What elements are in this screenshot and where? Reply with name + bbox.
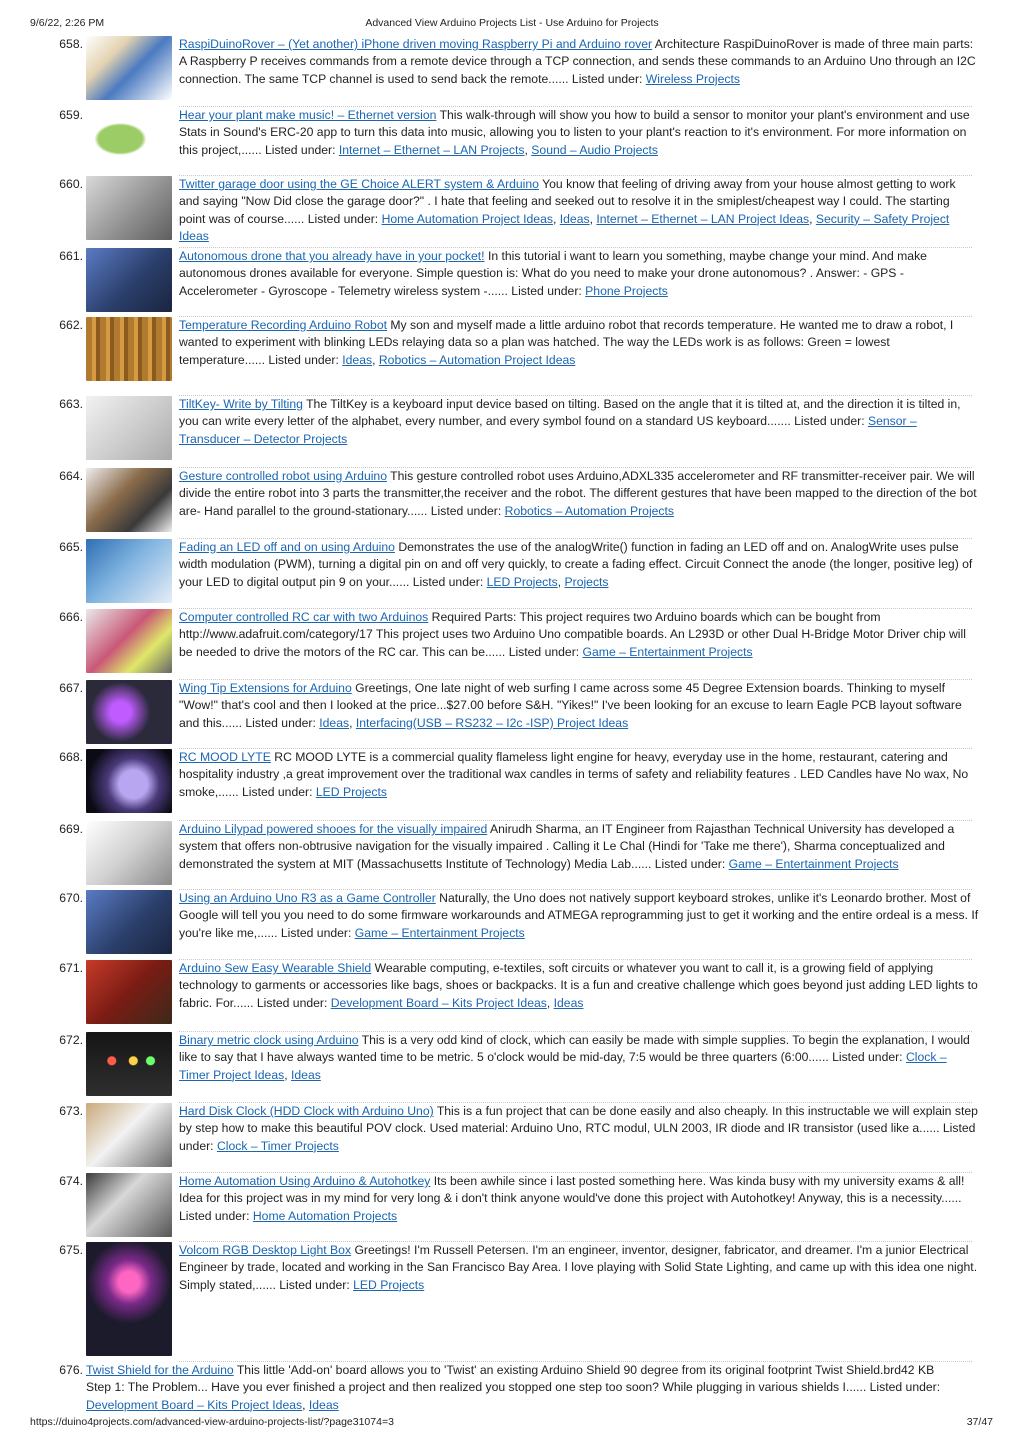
list-item: [0, 749, 1024, 821]
category-link[interactable]: Robotics – Automation Project Ideas: [378, 352, 576, 367]
list-item: [0, 107, 1024, 176]
project-description: This little 'Add-on' board allows you to 'Twist' an existing Arduino Shield 90 degree from its original footprint Twist Shield.brd42 KB Step 1: The Problem... Have you ever finished a project and then realized you stopped one step too soon? While plugging in various shields I...... Listed under:: [86, 1363, 941, 1395]
project-description: Anirudh Sharma, an IT Engineer from Rajasthan Technical University has developed a system that offers non-obtrusive navigation for the visually impaired . Calling it Le Chal (Hindi for 'Take me there'), Sharma conceptualized and demonstrated the system at MIT (Massachusetts Institute of Technology) Media Lab...... Listed under:: [179, 822, 955, 871]
list-item: [0, 1032, 1024, 1103]
item-number: 671.: [59, 961, 83, 975]
item-number: 661.: [59, 249, 83, 263]
category-link[interactable]: LED Projects: [315, 784, 387, 799]
item-text: [179, 1032, 979, 1084]
project-thumbnail[interactable]: [86, 468, 172, 532]
project-title-link[interactable]: RC MOOD LYTE: [179, 750, 271, 764]
category-link[interactable]: Internet – Ethernet – LAN Projects: [338, 142, 525, 157]
category-link[interactable]: Sound – Audio Projects: [531, 142, 658, 157]
project-thumbnail[interactable]: [86, 960, 172, 1024]
category-link[interactable]: Home Automation Projects: [252, 1208, 398, 1223]
category-link[interactable]: Sensor – Transducer – Detector Projects: [179, 414, 917, 446]
project-title-link[interactable]: Binary metric clock using Arduino: [179, 1033, 359, 1047]
item-number: 674.: [59, 1174, 83, 1188]
category-separator: ,: [524, 142, 532, 157]
project-thumbnail[interactable]: [86, 1032, 172, 1096]
project-title-link[interactable]: Gesture controlled robot using Arduino: [179, 469, 387, 483]
category-link[interactable]: Game – Entertainment Projects: [582, 644, 753, 659]
item-number: 675.: [59, 1243, 83, 1257]
list-item: [0, 960, 1024, 1032]
item-number: 664.: [59, 469, 83, 483]
project-description: RC MOOD LYTE is a commercial quality flameless light engine for heavy, everyday use in the home, restaurant, catering and hospitality industry ,a great improvement over the traditional wax candles in terms of safety and reliability features . LED Candles have No wax, No smoke,...... Listed under:: [179, 750, 969, 799]
project-list: [0, 36, 1024, 1422]
project-title-link[interactable]: Wing Tip Extensions for Arduino: [179, 681, 352, 695]
category-separator: ,: [349, 715, 356, 730]
project-description: Greetings! I'm Russell Petersen. I'm an engineer, inventor, designer, fabricator, and dreamer. I'm a junior Electrical Engineer by trade, located and working in the San Francisco Bay Area. I love playing with Solid State Lighting, and came up with this idea one night. Simply stated,...... Listed under:: [179, 1243, 978, 1292]
project-thumbnail[interactable]: [86, 539, 172, 603]
category-link[interactable]: Development Board – Kits Project Ideas: [86, 1397, 303, 1412]
item-text: [179, 396, 979, 448]
category-link[interactable]: Clock – Timer Projects: [216, 1138, 339, 1153]
category-link[interactable]: Ideas: [308, 1397, 339, 1412]
project-description: Wearable computing, e-textiles, soft circuits or whatever you want to call it, is a growing field of applying technology to garments or accessories like bags, shoes or backpacks. It is a fun and creative challenge which goes beyond just adding LED lights to fabric. For...... Listed under:: [179, 961, 978, 1010]
item-text: [179, 1173, 979, 1225]
item-number: 670.: [59, 891, 83, 905]
project-title-link[interactable]: Autonomous drone that you already have in your pocket!: [179, 249, 485, 263]
project-title-link[interactable]: Using an Arduino Uno R3 as a Game Controller: [179, 891, 436, 905]
project-title-link[interactable]: Twist Shield for the Arduino: [86, 1363, 234, 1377]
project-description: Naturally, the Uno does not natively support keyboard strokes, unlike it's Leonardo brother. Most of Google will tell you you need to do some firmware workarounds and ATMEGA reprogramming just to get it working and the entire ordeal is a mess. If you're like me,...... Listed under:: [179, 891, 979, 940]
category-link[interactable]: Clock – Timer Project Ideas: [179, 1050, 947, 1082]
category-link[interactable]: Ideas: [291, 1067, 321, 1082]
project-title-link[interactable]: Hear your plant make music! – Ethernet version: [179, 108, 437, 122]
project-description: In this tutorial i want to learn you something, maybe change your mind. And make autonomous drones available for everyone. Simple question is: What do you need to make your drone autonomous? . Answer: - GPS - Accelerometer - Gyroscope - Telemetry wireless system -...... Listed under:: [179, 249, 927, 298]
project-thumbnail[interactable]: [86, 890, 172, 954]
project-thumbnail[interactable]: [86, 248, 172, 312]
project-title-link[interactable]: RaspiDuinoRover – (Yet another) iPhone driven moving Raspberry Pi and Arduino rover: [179, 37, 653, 51]
print-url: https://duino4projects.com/advanced-view-arduino-projects-list/?page31074=3: [30, 1416, 394, 1428]
item-text: [179, 821, 979, 873]
project-thumbnail[interactable]: [86, 36, 172, 100]
item-number: 660.: [59, 177, 83, 191]
item-text: [179, 468, 979, 520]
category-link[interactable]: Home Automation Project Ideas: [381, 211, 553, 226]
category-link[interactable]: LED Projects: [486, 574, 558, 589]
item-number: 673.: [59, 1104, 83, 1118]
item-number: 668.: [59, 750, 83, 764]
list-item: [0, 539, 1024, 609]
list-item: [0, 680, 1024, 749]
project-description: Greetings, One late night of web surfing I came across some 45 Degree Extension boards. Thinking to myself "Wow!" that's cool and then I looked at the price...$27.00 before S&H. "Yikes!" I've been looking for an excuse to learn Eagle PCB layout software and this...... Listed under:: [179, 681, 962, 730]
category-separator: ,: [284, 1067, 291, 1082]
item-text: [179, 609, 979, 661]
category-link[interactable]: Ideas: [342, 352, 373, 367]
project-title-link[interactable]: TiltKey- Write by Tilting: [179, 397, 303, 411]
item-text: [179, 680, 979, 732]
item-text: [179, 176, 979, 244]
category-link[interactable]: Robotics – Automation Projects: [504, 503, 674, 518]
project-title-link[interactable]: Arduino Lilypad powered shooes for the visually impaired: [179, 822, 488, 836]
project-description: Its been awhile since i last posted something here. Was kinda busy with my university exams & all! Idea for this project was in my mind for very long & i don't think anyone would've done this project with Autohotkey! Anyway, this is a necessity...... Listed under:: [179, 1174, 965, 1223]
project-description: You know that feeling of driving away from your house almost getting to work and saying "Now Did close the garage door?" . I hate that feeling and seeked out to resolve it in the smiplest/cheapest way I could. The starting point was of course...... Listed under:: [179, 177, 956, 226]
item-number: 663.: [59, 397, 83, 411]
item-number: 665.: [59, 540, 83, 554]
item-number: 666.: [59, 610, 83, 624]
item-text: [179, 749, 979, 801]
project-title-link[interactable]: Volcom RGB Desktop Light Box: [179, 1243, 352, 1257]
print-date: 9/6/22, 2:26 PM: [30, 17, 105, 29]
project-description: Demonstrates the use of the analogWrite() function in fading an LED off and on. AnalogWrite uses pulse width modulation (PWM), turning a digital pin on and off very quickly, to create a fading effect. Circuit Connect the anode (the longer, positive leg) of your LED to digital output pin 9 on your...... Listed under:: [179, 540, 973, 589]
project-thumbnail[interactable]: [86, 609, 172, 673]
project-description: This is a fun project that can be done easily and also cheaply. In this instructable we will explain step by step how to make this beautiful POV clock. Used material: Arduino Uno, RTC modul, ULN 2003, IR diode and IR transistor (used like a...... Listed under:: [179, 1104, 978, 1153]
category-separator: ,: [589, 211, 597, 226]
project-thumbnail[interactable]: [86, 396, 172, 460]
item-text: [86, 1362, 956, 1414]
item-text: [179, 107, 979, 159]
project-thumbnail[interactable]: [86, 107, 172, 171]
project-description: This walk-through will show you how to build a sensor to monitor your plant's environment and use Stats in Sound's ERC-20 app to turn this data into music, allowing you to listen to your plant's reaction to it's environment. For more information on this project,...... Listed under:: [179, 108, 970, 157]
project-thumbnail[interactable]: [86, 317, 172, 381]
item-number: 658.: [59, 37, 83, 51]
item-text: [179, 890, 979, 942]
item-number: 662.: [59, 318, 83, 332]
project-title-link[interactable]: Computer controlled RC car with two Arduinos: [179, 610, 429, 624]
project-thumbnail[interactable]: [86, 176, 172, 240]
list-item: [0, 36, 1024, 107]
category-link[interactable]: Game – Entertainment Projects: [728, 856, 899, 871]
project-thumbnail[interactable]: [86, 821, 172, 885]
category-link[interactable]: Interfacing(USB – RS232 – I2c -ISP) Project Ideas: [355, 715, 629, 730]
list-item: [0, 890, 1024, 960]
item-number: 659.: [59, 108, 83, 122]
list-item: [0, 317, 1024, 396]
project-title-link[interactable]: Fading an LED off and on using Arduino: [179, 540, 395, 554]
item-text: [179, 1103, 979, 1155]
category-link[interactable]: Security – Safety Project Ideas: [179, 211, 950, 244]
category-separator: ,: [546, 995, 554, 1010]
list-item: [0, 1103, 1024, 1173]
list-item: [0, 396, 1024, 468]
category-link[interactable]: Game – Entertainment Projects: [354, 925, 525, 940]
print-page-title: Advanced View Arduino Projects List - Use Arduino for Projects: [365, 17, 659, 29]
project-description: The TiltKey is a keyboard input device based on tilting. Based on the angle that it is tilted at, and the direction it is tilted in, you can write every letter of the alphabet, every number, and every symbol found on a standard US keyboard....... Listed under:: [179, 397, 961, 429]
category-separator: ,: [809, 211, 816, 226]
category-separator: ,: [372, 352, 379, 367]
project-title-link[interactable]: Home Automation Using Arduino & Autohotkey: [179, 1174, 431, 1188]
item-text: [179, 248, 979, 300]
project-thumbnail[interactable]: [86, 1173, 172, 1237]
project-description: This is a very odd kind of clock, which can easily be made with simple supplies. To begin the explanation, I would like to say that I have always wanted time to be metric. 5 o'clock would be mid-day, 7:5 would be three quarters (6:00...... Listed under:: [179, 1033, 970, 1065]
category-link[interactable]: Projects: [564, 574, 609, 589]
project-description: Architecture RaspiDuinoRover is made of three main parts: A Raspberry P receives commands from a remote device through a TCP connection, and sends these commands to an Arduino Uno through an I2C connection. The same TCP channel is used to send back the remote...... Listed under:: [179, 37, 976, 86]
list-item: [0, 609, 1024, 680]
category-link[interactable]: Ideas: [559, 211, 590, 226]
list-item: [0, 1242, 1024, 1362]
project-thumbnail[interactable]: [86, 1103, 172, 1167]
project-title-link[interactable]: Twitter garage door using the GE Choice ALERT system & Arduino: [179, 177, 539, 191]
list-item: [0, 1173, 1024, 1242]
item-text: [179, 960, 979, 1012]
category-link[interactable]: Internet – Ethernet – LAN Project Ideas: [596, 211, 810, 226]
item-number: 669.: [59, 822, 83, 836]
item-text: [179, 36, 979, 88]
list-item: [0, 1362, 1024, 1422]
list-item: [0, 468, 1024, 539]
category-link[interactable]: Phone Projects: [585, 283, 668, 298]
item-text: [179, 1242, 979, 1294]
category-separator: ,: [552, 211, 560, 226]
category-link[interactable]: LED Projects: [353, 1277, 425, 1292]
item-text: [179, 317, 979, 369]
category-link[interactable]: Ideas: [319, 715, 350, 730]
list-item: [0, 248, 1024, 317]
print-footer: [0, 1416, 1024, 1436]
project-description: My son and myself made a little arduino robot that records temperature. He wanted me to draw a robot, I wanted to experiment with blinking LEDs relaying data so a plan was hatched. The way the LEDs work is as follows: Green = lowest temperature...... Listed under:: [179, 318, 954, 367]
project-title-link[interactable]: Arduino Sew Easy Wearable Shield: [179, 961, 372, 975]
list-item: [0, 176, 1024, 248]
item-text: [179, 539, 979, 591]
project-thumbnail[interactable]: [86, 1242, 172, 1356]
print-header: [0, 0, 1024, 30]
category-separator: ,: [302, 1397, 309, 1412]
print-page-number: 37/47: [966, 1416, 993, 1428]
project-title-link[interactable]: Temperature Recording Arduino Robot: [179, 318, 387, 332]
project-thumbnail[interactable]: [86, 749, 172, 813]
project-title-link[interactable]: Hard Disk Clock (HDD Clock with Arduino Uno): [179, 1104, 434, 1118]
project-description: Required Parts: This project requires two Arduino boards which can be bought from http://www.adafruit.com/category/17 This project uses two Arduino Uno compatible boards. An L293D or other Dual H-Bridge Motor Driver chip will be needed to drive the motors of the RC car. This can be...... Listed under:: [179, 610, 966, 659]
list-item: [0, 821, 1024, 890]
category-link[interactable]: Ideas: [553, 995, 584, 1010]
item-number: 676.: [59, 1363, 83, 1377]
category-link[interactable]: Wireless Projects: [645, 71, 740, 86]
item-number: 672.: [59, 1033, 83, 1047]
item-number: 667.: [59, 681, 83, 695]
project-description: This gesture controlled robot uses Arduino,ADXL335 accelerometer and RF transmitter-receiver pair. We will divide the entire robot into 3 parts the transmitter,the receiver and the robot. The different gestures that have been mapped to the direction of the bot are- Hand parallel to the ground-stationary...... Listed under:: [179, 469, 977, 518]
category-separator: ,: [557, 574, 565, 589]
category-link[interactable]: Development Board – Kits Project Ideas: [330, 995, 547, 1010]
project-thumbnail[interactable]: [86, 680, 172, 744]
